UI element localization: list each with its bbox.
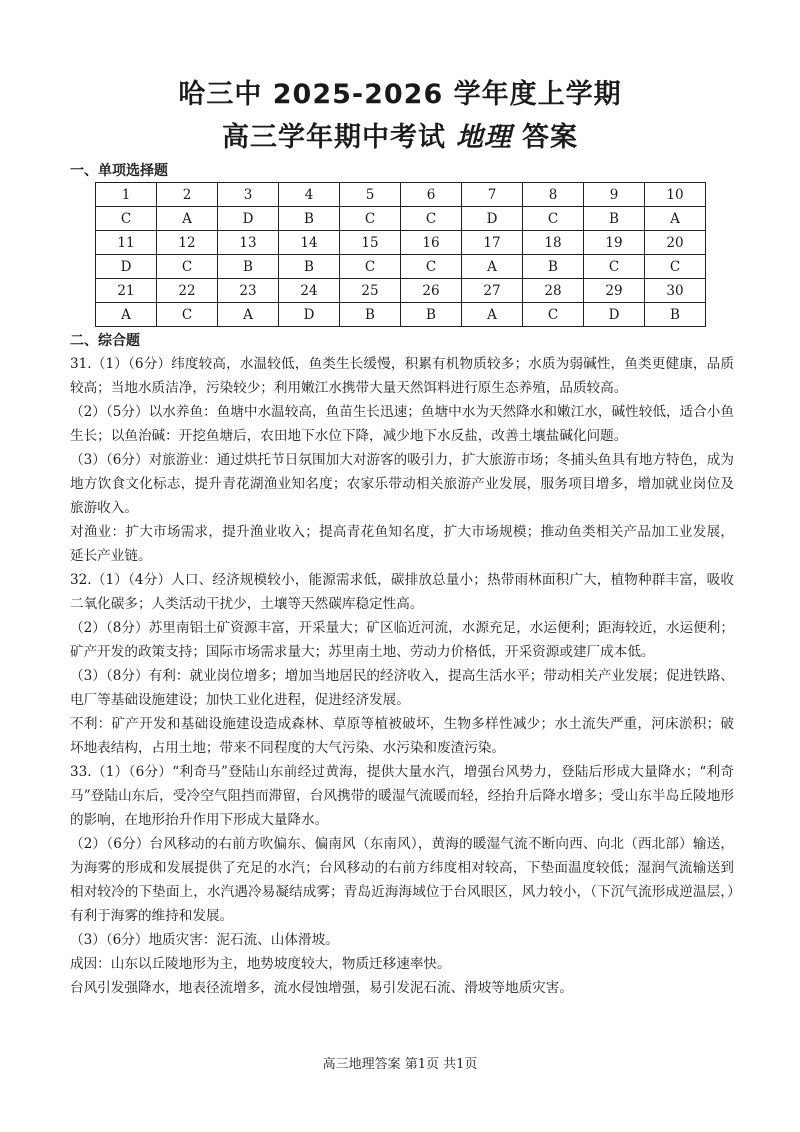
table-cell: 18 <box>523 231 584 255</box>
paragraph: （2）（6分）台风移动的右前方吹偏东、偏南风（东南风），黄海的暖湿气流不断向西、向北（西北部）输送，为海雾的形成和发展提供了充足的水汽；台风移动的右前方纬度相对较高，下垫面温度较低；湿润气流输送到相对较冷的下垫面上，水汽遇冷易凝结成雾；青岛近海海域位于台风眼区，风力较小，（下沉气流形成逆温层，）有利于海雾的维持和发展。 <box>70 836 734 924</box>
table-cell: C <box>340 207 401 231</box>
table-cell: D <box>279 303 340 327</box>
table-cell: 25 <box>340 279 401 303</box>
table-cell: 24 <box>279 279 340 303</box>
table-cell: 12 <box>157 231 218 255</box>
table-cell: D <box>584 303 645 327</box>
paragraph: （2）（5分）以水养鱼：鱼塘中水温较高，鱼苗生长迅速；鱼塘中水为天然降水和嫩江水，碱性较低，适合小鱼生长；以鱼治碱：开挖鱼塘后，农田地下水位下降，减少地下水反盐，改善土壤盐碱化问题。 <box>70 404 734 444</box>
paragraph: 对渔业：扩大市场需求，提升渔业收入；提高青花鱼知名度，扩大市场规模；推动鱼类相关产品加工业发展，延长产业链。 <box>70 524 734 564</box>
table-cell: 16 <box>401 231 462 255</box>
table-cell: 11 <box>96 231 157 255</box>
table-cell: 2 <box>157 183 218 207</box>
table-cell: 5 <box>340 183 401 207</box>
subject-name: 地理 <box>456 122 512 153</box>
table-cell: C <box>96 207 157 231</box>
table-cell: 10 <box>645 183 706 207</box>
table-cell: A <box>96 303 157 327</box>
table-cell: C <box>523 303 584 327</box>
table-cell: B <box>645 303 706 327</box>
table-row <box>96 303 706 327</box>
table-cell: A <box>462 303 523 327</box>
answer-body <box>70 352 734 1000</box>
table-cell: A <box>157 207 218 231</box>
table-cell: C <box>340 255 401 279</box>
subtitle-prefix: 高三学年期中考试 <box>222 122 446 153</box>
table-cell: 20 <box>645 231 706 255</box>
paragraph: （3）（6分）地质灾害：泥石流、山体滑坡。 <box>70 932 339 948</box>
table-cell: C <box>584 255 645 279</box>
table-cell: B <box>218 255 279 279</box>
table-cell: C <box>523 207 584 231</box>
table-cell: C <box>157 303 218 327</box>
table-cell: 1 <box>96 183 157 207</box>
table-cell: 4 <box>279 183 340 207</box>
table-row <box>96 231 706 255</box>
page-subtitle <box>0 115 800 154</box>
table-cell: A <box>645 207 706 231</box>
table-cell: 8 <box>523 183 584 207</box>
paragraph: （3）（6分）对旅游业：通过烘托节日氛围加大对游客的吸引力，扩大旅游市场；冬捕头鱼具有地方特色，成为地方饮食文化标志，提升青花湖渔业知名度；农家乐带动相关旅游产业发展，服务项目增多，增加就业岗位及旅游收入。 <box>70 452 734 516</box>
table-cell: B <box>584 207 645 231</box>
table-cell: 27 <box>462 279 523 303</box>
paragraph: 不利：矿产开发和基础设施建设造成森林、草原等植被破坏，生物多样性减少；水土流失严重，河床淤积；破坏地表结构，占用土地；带来不同程度的大气污染、水污染和废渣污染。 <box>70 716 734 756</box>
paragraph: （3）（8分）有利：就业岗位增多；增加当地居民的经济收入，提高生活水平；带动相关产业发展；促进铁路、电厂等基础设施建设；加快工业化进程，促进经济发展。 <box>70 668 734 708</box>
answer-table <box>95 182 706 327</box>
table-cell: 6 <box>401 183 462 207</box>
paragraph: （2）（8分）苏里南铝土矿资源丰富，开采量大；矿区临近河流，水源充足，水运便利；距海较近，水运便利；矿产开发的政策支持；国际市场需求量大；苏里南土地、劳动力价格低，开采资源或建厂成本低。 <box>70 620 734 660</box>
table-cell: 17 <box>462 231 523 255</box>
table-cell: D <box>462 207 523 231</box>
table-cell: C <box>401 207 462 231</box>
table-cell: 15 <box>340 231 401 255</box>
table-cell: 13 <box>218 231 279 255</box>
table-cell: 30 <box>645 279 706 303</box>
table-cell: D <box>218 207 279 231</box>
table-row <box>96 255 706 279</box>
paragraph: 31.（1）（6分）纬度较高，水温较低，鱼类生长缓慢，积累有机物质较多；水质为弱碱性，鱼类更健康，品质较高；当地水质洁净，污染较少；利用嫩江水携带大量天然饵料进行原生态养殖，品质较高。 <box>70 356 734 396</box>
table-cell: A <box>462 255 523 279</box>
table-cell: 19 <box>584 231 645 255</box>
table-row <box>96 279 706 303</box>
table-cell: 28 <box>523 279 584 303</box>
table-row <box>96 207 706 231</box>
table-cell: 23 <box>218 279 279 303</box>
table-cell: C <box>401 255 462 279</box>
table-cell: 22 <box>157 279 218 303</box>
table-cell: 29 <box>584 279 645 303</box>
table-cell: 9 <box>584 183 645 207</box>
paragraph: 32.（1）（4分）人口、经济规模较小，能源需求低，碳排放总量小；热带雨林面积广大，植物种群丰富，吸收二氧化碳多；人类活动干扰少，土壤等天然碳库稳定性高。 <box>70 572 734 612</box>
table-cell: B <box>279 207 340 231</box>
section-heading-comprehensive: 二、综合题 <box>70 333 140 349</box>
table-cell: 3 <box>218 183 279 207</box>
paragraph: 33.（1）（6分）“利奇马”登陆山东前经过黄海，提供大量水汽，增强台风势力，登陆后形成大量降水；“利奇马”登陆山东后，受冷空气阻挡而滞留，台风携带的暖湿气流暖而轻，经抬升后降水增多；受山东半岛丘陵地形的影响，在地形抬升作用下形成大量降水。 <box>70 764 734 828</box>
table-cell: D <box>96 255 157 279</box>
table-cell: 14 <box>279 231 340 255</box>
paragraph: 成因：山东以丘陵地形为主，地势坡度较大，物质迁移速率快。 <box>70 956 451 972</box>
table-cell: 7 <box>462 183 523 207</box>
table-cell: B <box>523 255 584 279</box>
table-cell: B <box>401 303 462 327</box>
table-cell: 26 <box>401 279 462 303</box>
table-row <box>96 183 706 207</box>
table-cell: B <box>340 303 401 327</box>
table-cell: C <box>157 255 218 279</box>
paragraph: 台风引发强降水，地表径流增多，流水侵蚀增强，易引发泥石流、滑坡等地质灾害。 <box>70 980 573 996</box>
subtitle-suffix: 答案 <box>522 122 578 153</box>
table-cell: A <box>218 303 279 327</box>
page-title: 哈三中 2025-2026 学年度上学期 <box>178 79 622 110</box>
table-cell: C <box>645 255 706 279</box>
table-cell: B <box>279 255 340 279</box>
table-cell: 21 <box>96 279 157 303</box>
page-footer: 高三地理答案 第1页 共1页 <box>322 1057 478 1072</box>
section-heading-choice: 一、单项选择题 <box>70 163 168 179</box>
